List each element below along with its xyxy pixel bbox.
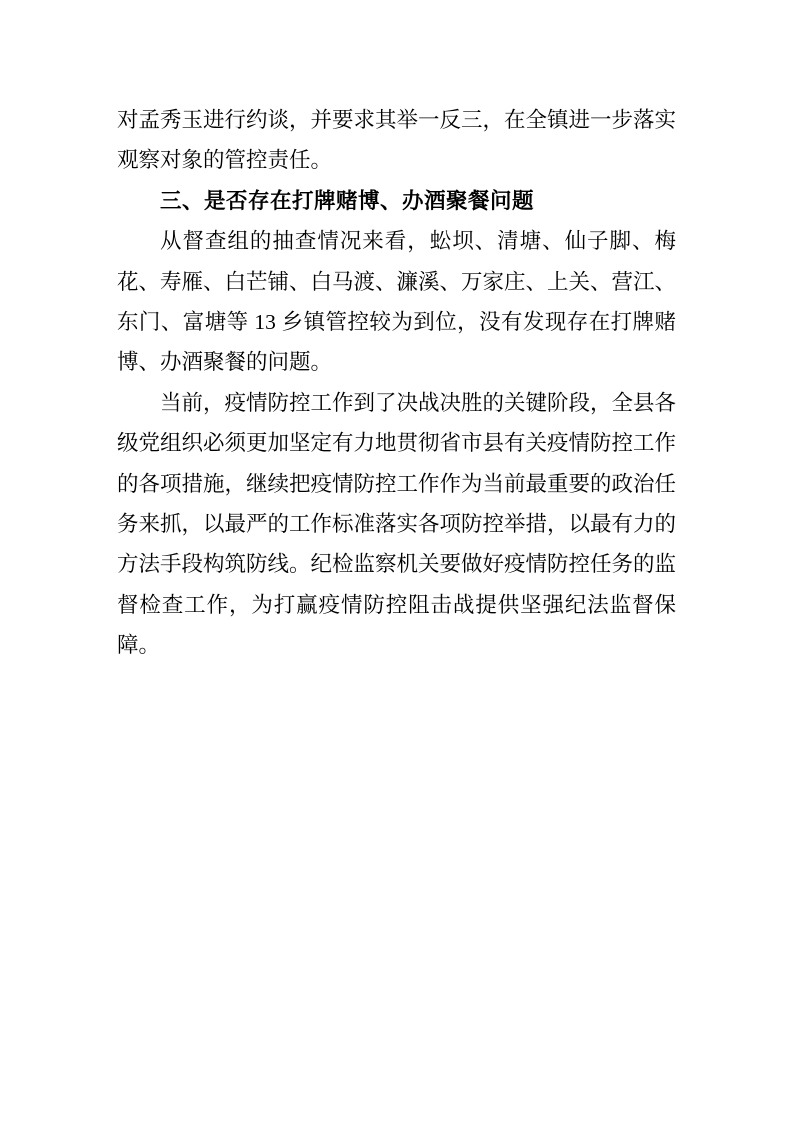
paragraph-epidemic-conclusion: 当前，疫情防控工作到了决战决胜的关键阶段，全县各级党组织必须更加坚定有力地贯彻省市县有关疫情防控工作的各项措施，继续把疫情防控工作作为当前最重要的政治任务来抓，以最严的工作标准落实各项防控举措，以最有力的方法手段构筑防线。纪检监察机关要做好疫情防控任务的监督检查工作，为打赢疫情防控阻击战提供坚强纪法监督保障。 <box>117 390 677 658</box>
section-heading-three: 三、是否存在打牌赌博、办酒聚餐问题 <box>160 188 535 213</box>
paragraph-continuation: 对孟秀玉进行约谈，并要求其举一反三，在全镇进一步落实观察对象的管控责任。 <box>117 108 677 173</box>
paragraph-inspection-findings: 从督查组的抽查情况来看，蚣坝、清塘、仙子脚、梅花、寿雁、白芒铺、白马渡、濂溪、万家庄、上关、营江、东门、富塘等 13 乡镇管控较为到位，没有发现存在打牌赌博、办酒聚餐的问题。 <box>117 229 677 375</box>
